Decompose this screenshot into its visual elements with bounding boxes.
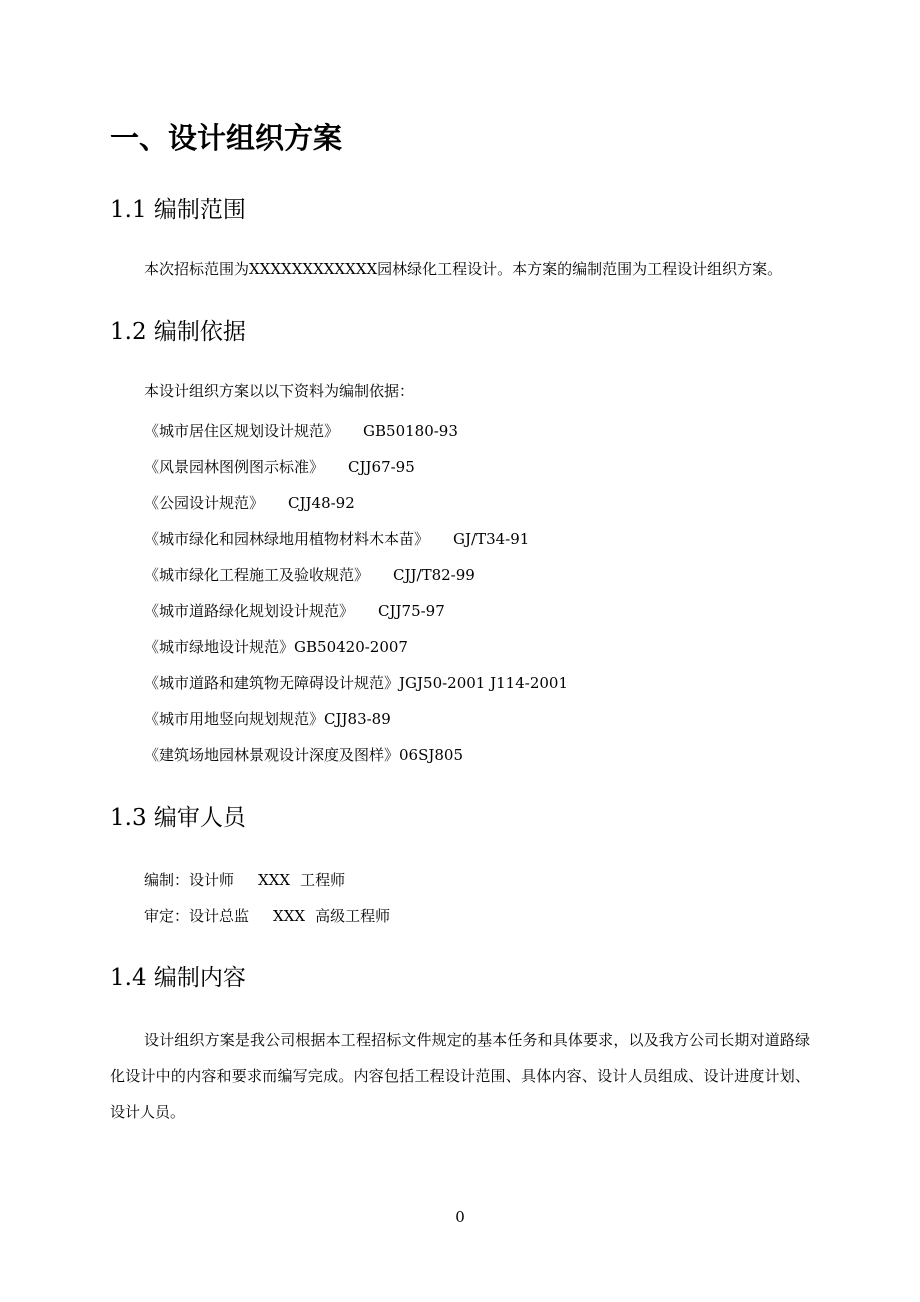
reference-item bbox=[144, 600, 445, 622]
staff-row bbox=[144, 869, 345, 891]
reference-code: CJJ75-97 bbox=[378, 602, 445, 620]
reference-title: 《风景园林图例图示标准》 bbox=[144, 458, 325, 476]
reference-title: 《城市绿地设计规范》 bbox=[144, 638, 295, 656]
reference-title: 《城市道路绿化规划设计规范》 bbox=[144, 602, 355, 620]
heading-1-1: 1.1 编制范围 bbox=[110, 197, 246, 223]
staff-role: 编制：设计师 bbox=[144, 871, 235, 889]
reference-code: JGJ50-2001 J114-2001 bbox=[399, 674, 569, 692]
reference-item bbox=[144, 492, 355, 514]
heading-1-4: 1.4 编制内容 bbox=[110, 965, 246, 991]
reference-title: 《公园设计规范》 bbox=[144, 494, 265, 512]
page-number: 0 bbox=[455, 1208, 465, 1226]
reference-title: 《建筑场地园林景观设计深度及图样》 bbox=[144, 746, 400, 764]
reference-code: 06SJ805 bbox=[399, 746, 464, 764]
reference-item bbox=[144, 420, 458, 442]
basis-intro: 本设计组织方案以以下资料为编制依据： bbox=[144, 382, 415, 400]
staff-role: 审定：设计总监 bbox=[144, 907, 250, 925]
staff-row bbox=[144, 905, 390, 927]
reference-item bbox=[144, 744, 463, 766]
reference-item bbox=[144, 528, 529, 550]
scope-text: 本次招标范围为XXXXXXXXXXXX园林绿化工程设计。本方案的编制范围为工程设计组织方案。 bbox=[144, 260, 783, 278]
reference-title: 《城市绿化工程施工及验收规范》 bbox=[144, 566, 370, 584]
staff-title: 工程师 bbox=[300, 871, 346, 889]
reference-item bbox=[144, 564, 475, 586]
staff-title: 高级工程师 bbox=[315, 907, 391, 925]
reference-item bbox=[144, 708, 391, 730]
reference-item bbox=[144, 636, 408, 658]
reference-title: 《城市居住区规划设计规范》 bbox=[144, 422, 340, 440]
reference-code: GB50420-2007 bbox=[294, 638, 408, 656]
reference-title: 《城市用地竖向规划规范》 bbox=[144, 710, 325, 728]
staff-name: XXX bbox=[258, 871, 291, 889]
reference-code: CJJ83-89 bbox=[324, 710, 391, 728]
reference-code: GB50180-93 bbox=[363, 422, 458, 440]
content-paragraph: 设计组织方案是我公司根据本工程招标文件规定的基本任务和具体要求，以及我方公司长期对道路绿化设计中的内容和要求而编写完成。内容包括工程设计范围、具体内容、设计人员组成、设计进度计划、设计人员。 bbox=[110, 1031, 810, 1121]
reference-code: CJJ/T82-99 bbox=[393, 566, 475, 584]
reference-title: 《城市绿化和园林绿地用植物材料木本苗》 bbox=[144, 530, 430, 548]
reference-code: CJJ48-92 bbox=[288, 494, 355, 512]
heading-1-2: 1.2 编制依据 bbox=[110, 319, 246, 345]
reference-code: CJJ67-95 bbox=[348, 458, 415, 476]
reference-code: GJ/T34-91 bbox=[453, 530, 530, 548]
staff-name: XXX bbox=[273, 907, 306, 925]
section-title: 一、设计组织方案 bbox=[110, 121, 343, 155]
reference-title: 《城市道路和建筑物无障碍设计规范》 bbox=[144, 674, 400, 692]
heading-1-3: 1.3 编审人员 bbox=[110, 805, 246, 831]
reference-item bbox=[144, 672, 568, 694]
reference-item bbox=[144, 456, 415, 478]
